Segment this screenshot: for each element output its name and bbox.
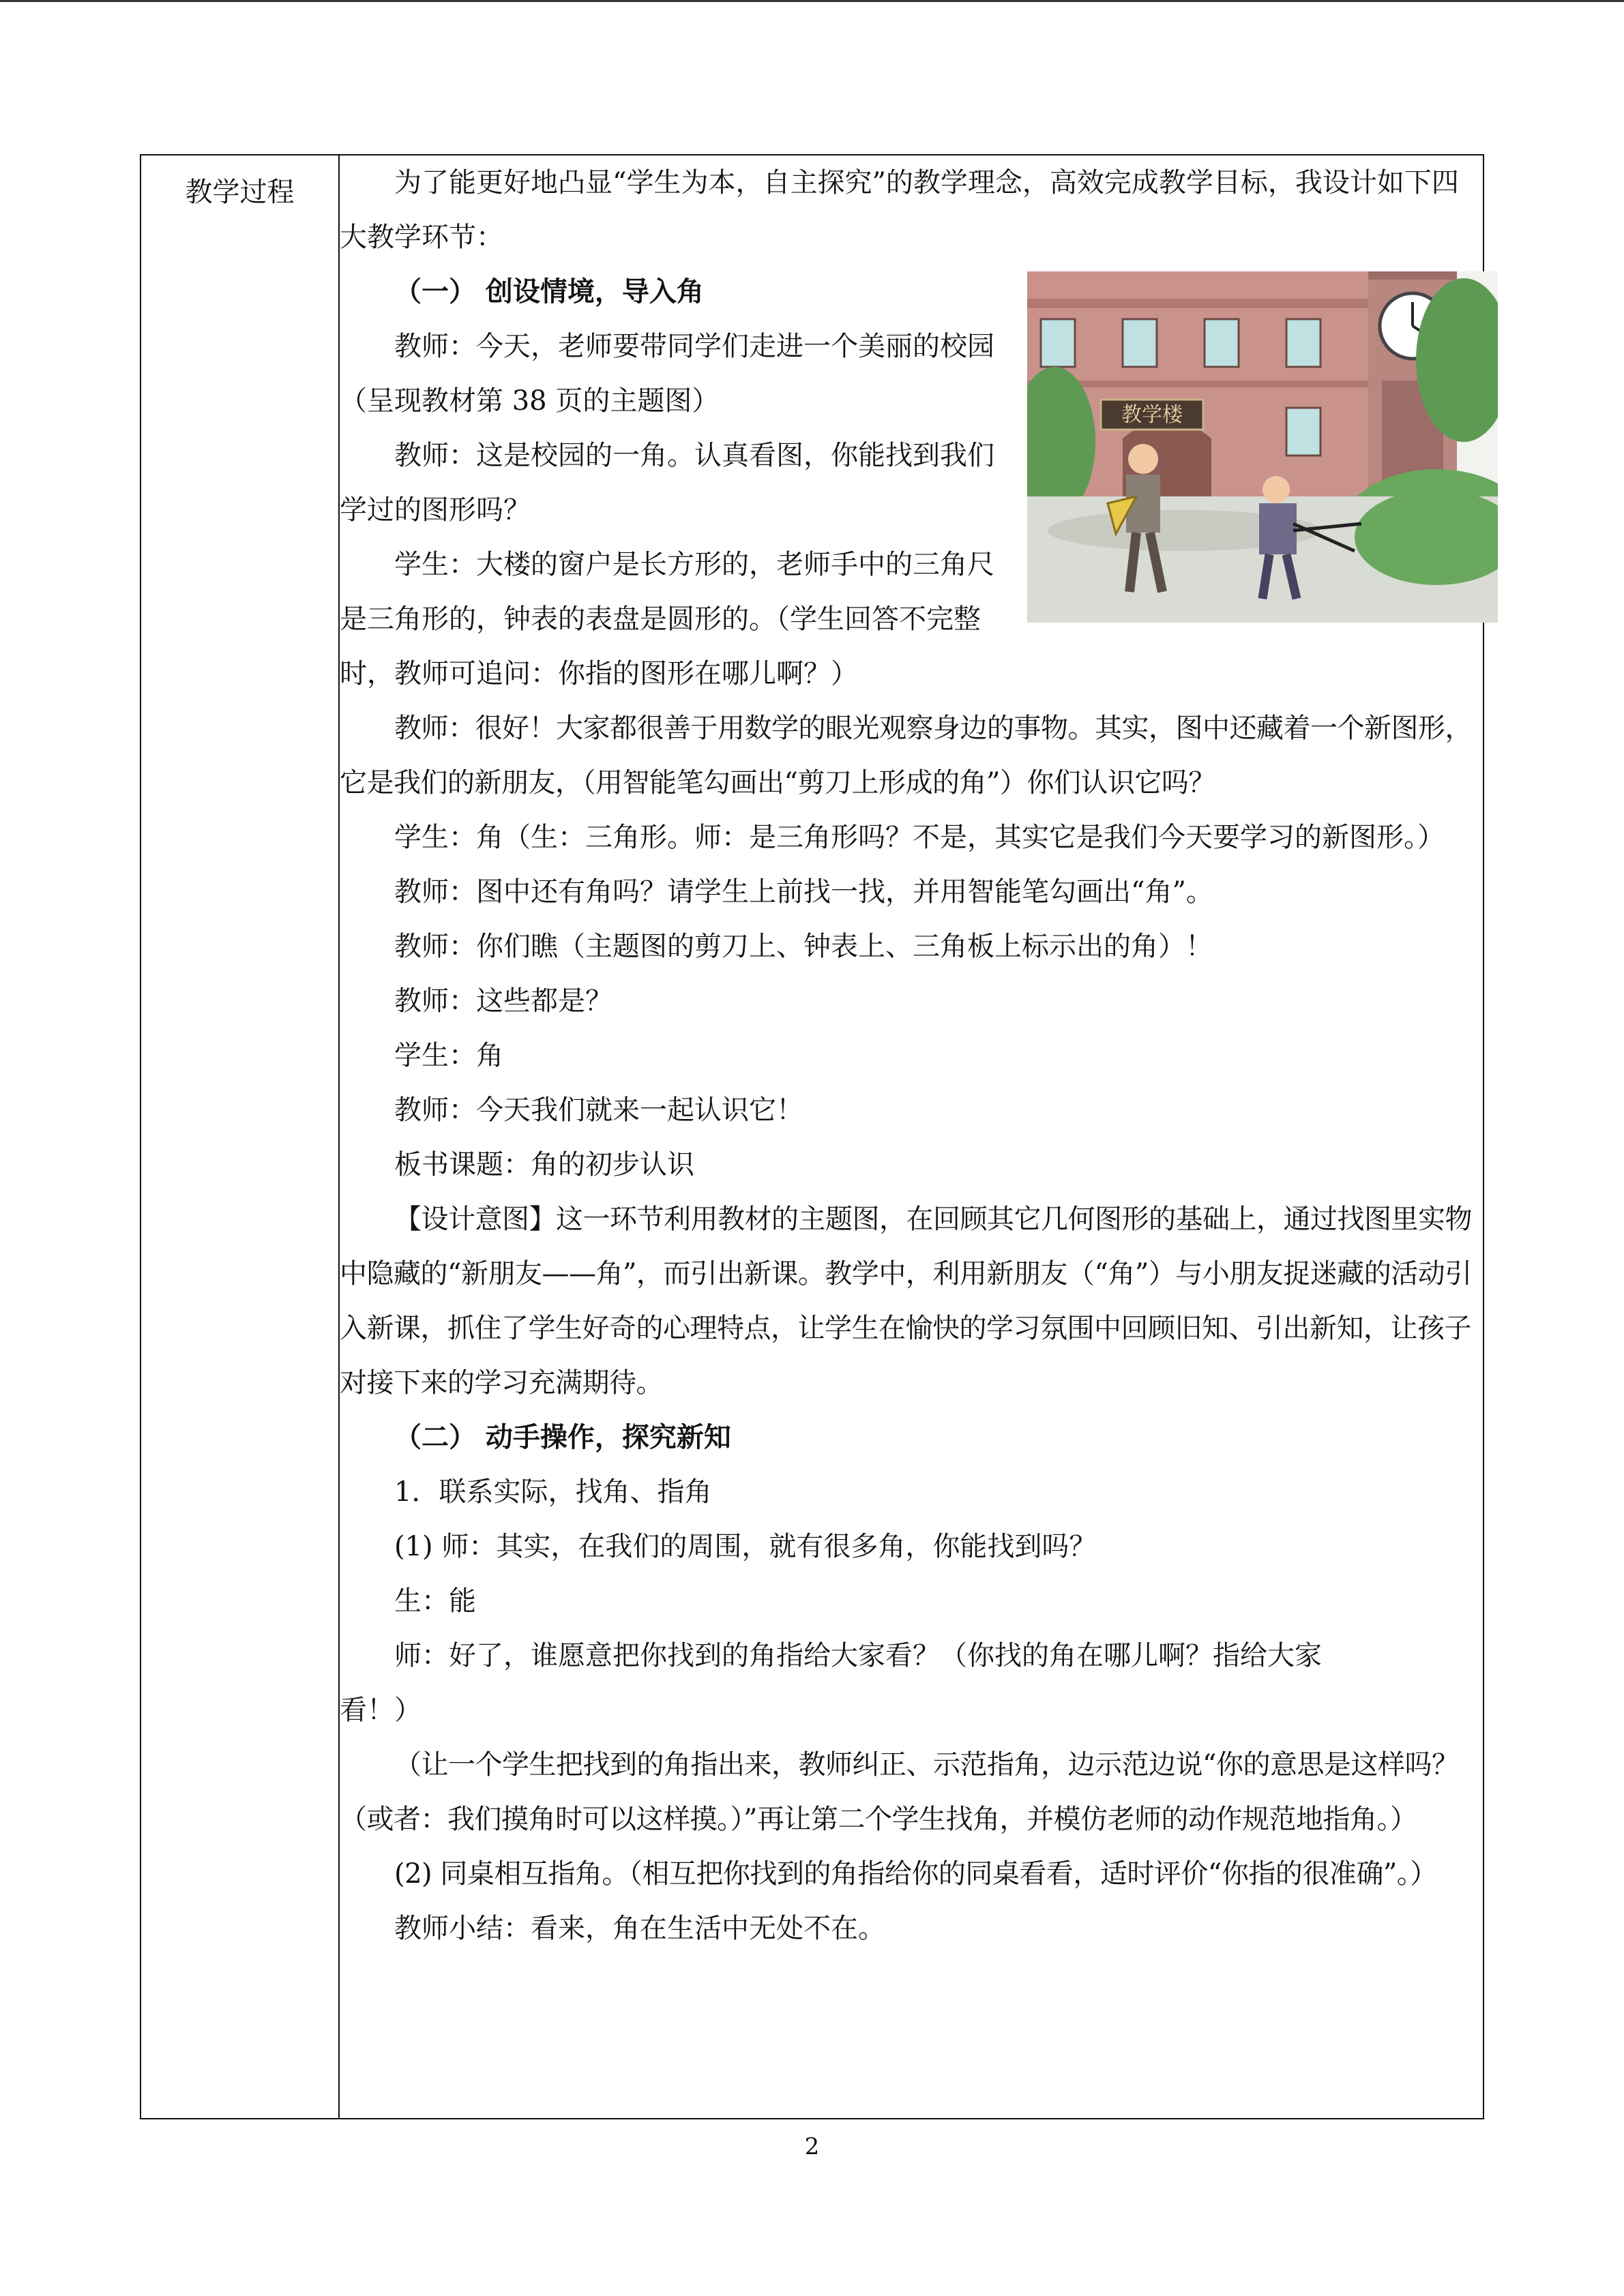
dialogue-line: 教师：你们瞧（主题图的剪刀上、钟表上、三角板上标示出的角）！ [394,931,1213,962]
section-heading-1: （一） 创设情境，导入角 [394,275,704,308]
dialogue-line: 学生：大楼的窗户是长方形的，老师手中的三角尺是三角形的，钟表的表盘是圆形的。（学生回答不完整时，教师可追问：你指的图形在哪儿啊？） [340,549,994,689]
section-heading-2: （二） 动手操作，探究新知 [394,1421,731,1453]
dialogue-line: 教师：图中还有角吗？请学生上前找一找，并用智能笔勾画出“角”。 [394,876,1213,908]
window [1041,319,1075,367]
dialogue-line: 师：好了，谁愿意把你找到的角指给大家看？（你找的角在哪儿啊？指给大家 [394,1640,1322,1671]
dialogue-line: 教师：今天，老师要带同学们走进一个美丽的校园（呈现教材第 38 页的主题图） [340,331,994,417]
board-title: 板书课题：角的初步认识 [394,1149,694,1180]
teacher-summary: 教师小结：看来，角在生活中无处不在。 [394,1913,885,1944]
window [1286,319,1320,367]
gardener-head [1263,476,1290,503]
content-cell [339,155,1483,2119]
dialogue-line: (1) 师：其实，在我们的周围，就有很多角，你能找到吗？ [394,1531,1097,1562]
top-rule [0,0,1624,2]
building-sign-text: 教学楼 [1121,403,1183,427]
school-scene-illustration [1027,271,1498,623]
dialogue-line: 看！） [340,1695,422,1726]
window [1205,319,1239,367]
dialogue-line: 教师：很好！大家都很善于用数学的眼光观察身边的事物。其实，图中还藏着一个新图形，它是我们的新朋友，（用智能笔勾画出“剪刀上形成的角”）你们认识它吗？ [340,713,1472,799]
lesson-table [140,154,1484,2119]
teacher-head [1128,444,1158,474]
gardener-body [1259,503,1297,554]
row-label: 教学过程 [185,177,295,208]
dialogue-line: 学生：角（生：三角形。师：是三角形吗？不是，其实它是我们今天要学习的新图形。） [394,822,1445,853]
dialogue-line: （让一个学生把找到的角指出来，教师纠正、示范指角，边示范边说“你的意思是这样吗？（或者：我们摸角时可以这样摸。）”再让第二个学生找角，并模仿老师的动作规范地指角。） [340,1749,1459,1835]
dialogue-line: 教师：这些都是？ [394,985,612,1017]
dialogue-line: 教师：这是校园的一角。认真看图，你能找到我们学过的图形吗？ [340,440,994,526]
lesson-content [340,155,1483,1956]
dialogue-line: 生：能 [394,1585,476,1617]
dialogue-line: (2) 同桌相互指角。（相互把你找到的角指给你的同桌看看，适时评价“你指的很准确”。） [394,1858,1437,1890]
subsection-title: 1．联系实际，找角、指角 [394,1476,712,1508]
label-cell [141,155,339,2119]
dialogue-line: 学生：角 [394,1040,503,1071]
table-row [141,155,1483,2119]
school-scene-svg [1027,271,1498,623]
window [1123,319,1157,367]
page-number: 2 [804,2133,820,2160]
window [1286,408,1320,456]
dialogue-line: 教师：今天我们就来一起认识它！ [394,1094,803,1126]
design-intent-paragraph: 【设计意图】这一环节利用教材的主题图，在回顾其它几何图形的基础上，通过找图里实物中隐藏的“新朋友——角”，而引出新课。教学中，利用新朋友（“角”）与小朋友捉迷藏的活动引入新课，抓住了学生好奇的心理特点，让学生在愉快的学习氛围中回顾旧知、引出新知，让孩子对接下来的学习充满期待。 [340,1204,1472,1399]
intro-paragraph: 为了能更好地凸显“学生为本，自主探究”的教学理念，高效完成教学目标，我设计如下四大教学环节： [340,167,1459,253]
